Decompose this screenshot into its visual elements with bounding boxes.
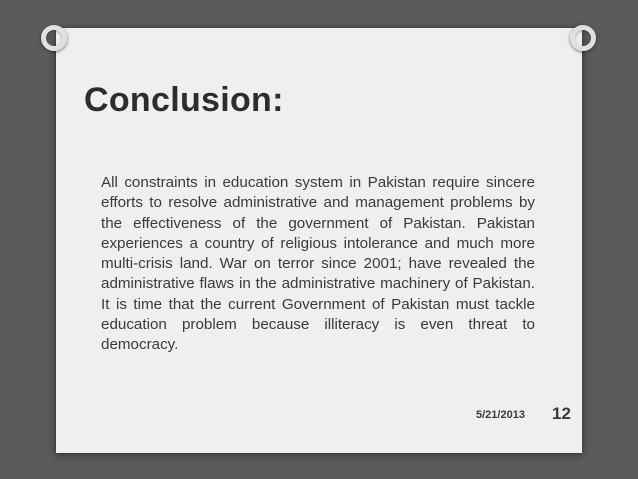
slide-date: 5/21/2013 [476, 409, 525, 421]
binder-ring-left-icon [41, 25, 67, 51]
binder-ring-right-icon [570, 25, 596, 51]
slide-title: Conclusion: [84, 81, 284, 119]
slide-body-text: All constraints in education system in Pakistan require sincere efforts to resolve administrative and management problems by the effectiveness of the government of Pakistan. Pakistan experiences a country of religious intolerance and much more multi-crisis land. War on terror since 2001; have revealed the administrative flaws in the administrative machinery of Pakistan. It is time that the current Government of Pakistan must tackle education problem because illiteracy is even threat to democracy. [101, 174, 535, 354]
slide-page-number: 12 [552, 404, 571, 423]
